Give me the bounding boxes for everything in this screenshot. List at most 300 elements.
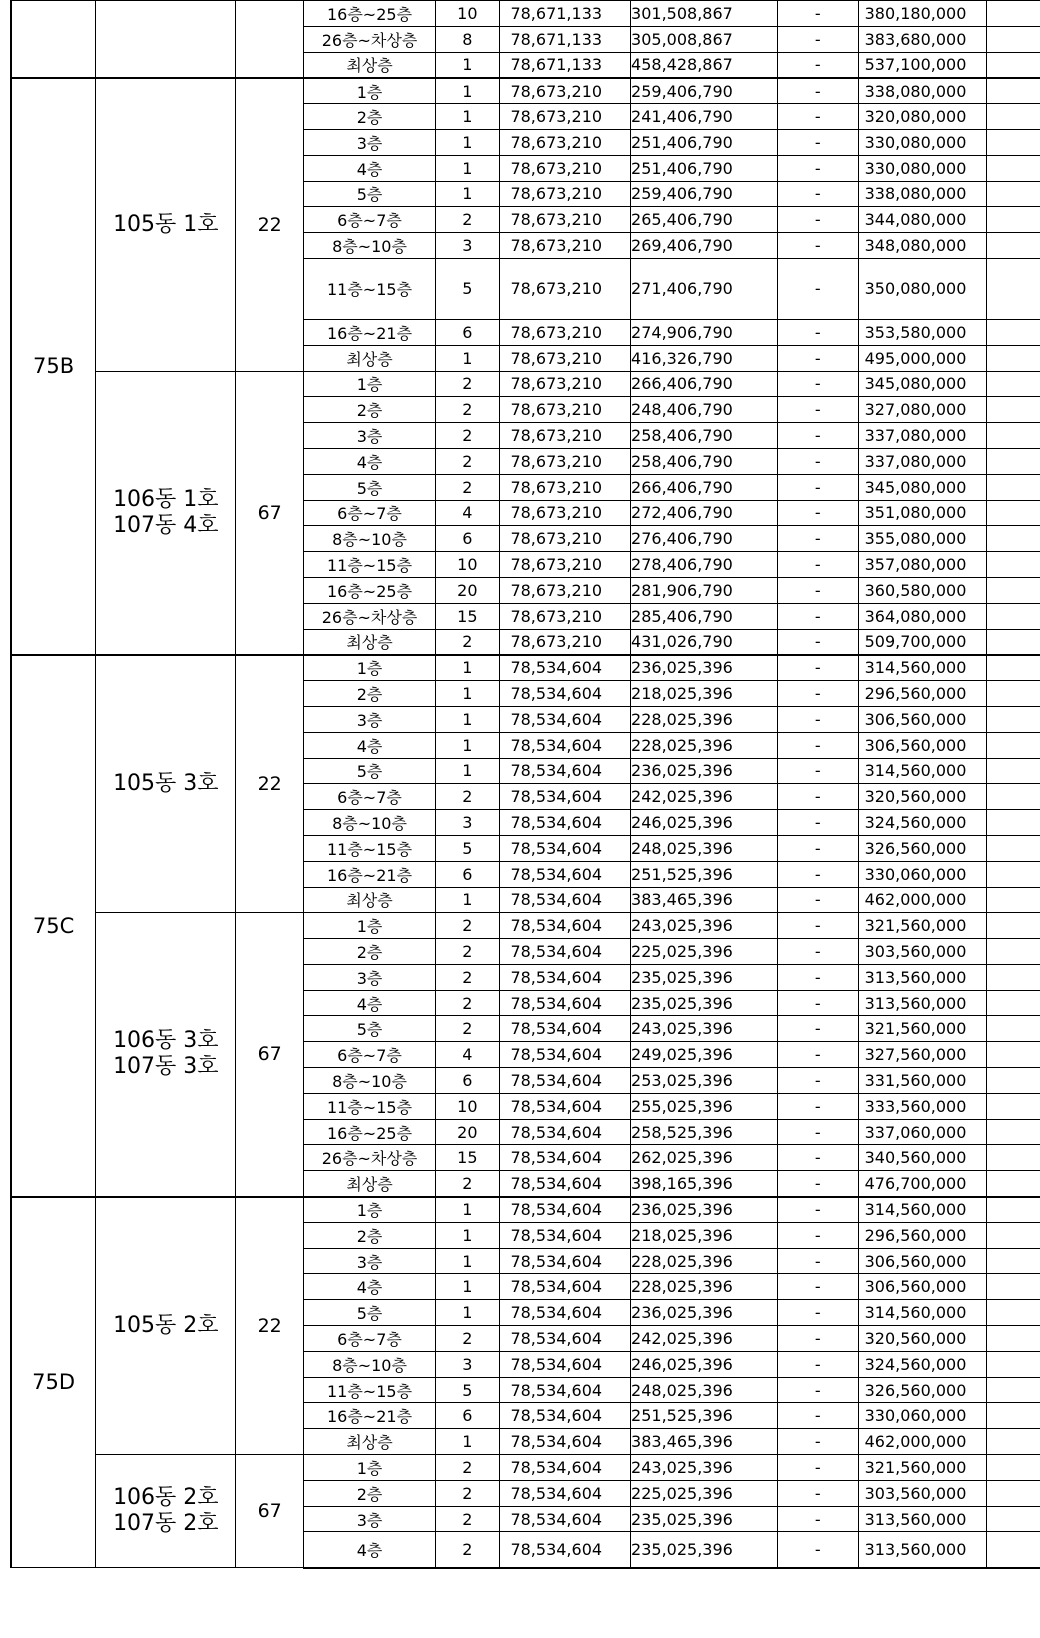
land-price-cell: 78,534,604 bbox=[499, 1429, 630, 1455]
next-column-cell bbox=[987, 1, 1040, 27]
total-price-cell: 330,060,000 bbox=[858, 861, 987, 887]
building-price-cell: 383,465,396 bbox=[631, 1429, 778, 1455]
vat-cell: - bbox=[777, 939, 858, 965]
next-column-cell bbox=[987, 1222, 1040, 1248]
dong-ho-label: 105동 2호 bbox=[113, 1312, 219, 1338]
total-price-cell: 338,080,000 bbox=[858, 78, 987, 104]
dong-cell-continued bbox=[96, 1, 236, 78]
building-price-cell: 269,406,790 bbox=[631, 233, 778, 259]
vat-cell: - bbox=[777, 258, 858, 319]
floor-cell: 11층~15층 bbox=[304, 552, 436, 578]
vat-cell: - bbox=[777, 1171, 858, 1197]
next-column-cell bbox=[987, 397, 1040, 423]
land-price-cell: 78,673,210 bbox=[499, 397, 630, 423]
total-price-cell: 495,000,000 bbox=[858, 345, 987, 371]
vat-cell: - bbox=[777, 964, 858, 990]
floor-cell: 11층~15층 bbox=[304, 258, 436, 319]
vat-cell: - bbox=[777, 26, 858, 52]
next-column-cell bbox=[987, 681, 1040, 707]
next-column-cell bbox=[987, 207, 1040, 233]
total-price-cell: 306,560,000 bbox=[858, 732, 987, 758]
total-price-cell: 314,560,000 bbox=[858, 1197, 987, 1223]
vat-cell: - bbox=[777, 474, 858, 500]
land-price-cell: 78,534,604 bbox=[499, 1506, 630, 1532]
units-cell: 15 bbox=[436, 603, 500, 629]
floor-cell: 16층~21층 bbox=[304, 861, 436, 887]
vat-cell: - bbox=[777, 552, 858, 578]
land-price-cell: 78,534,604 bbox=[499, 1351, 630, 1377]
units-cell: 2 bbox=[436, 371, 500, 397]
units-cell: 3 bbox=[436, 233, 500, 259]
next-column-cell bbox=[987, 1480, 1040, 1506]
total-price-cell: 476,700,000 bbox=[858, 1171, 987, 1197]
building-price-cell: 259,406,790 bbox=[631, 78, 778, 104]
floor-cell: 8층~10층 bbox=[304, 1351, 436, 1377]
floor-cell: 6층~7층 bbox=[304, 784, 436, 810]
next-column-cell bbox=[987, 423, 1040, 449]
vat-cell: - bbox=[777, 1403, 858, 1429]
vat-cell: - bbox=[777, 1326, 858, 1352]
building-price-cell: 278,406,790 bbox=[631, 552, 778, 578]
vat-cell: - bbox=[777, 835, 858, 861]
units-cell: 1 bbox=[436, 1429, 500, 1455]
units-cell: 2 bbox=[436, 629, 500, 655]
vat-cell: - bbox=[777, 448, 858, 474]
building-price-cell: 251,406,790 bbox=[631, 129, 778, 155]
vat-cell: - bbox=[777, 1016, 858, 1042]
units-cell: 2 bbox=[436, 990, 500, 1016]
units-cell: 6 bbox=[436, 1403, 500, 1429]
land-price-cell: 78,534,604 bbox=[499, 1480, 630, 1506]
next-column-cell bbox=[987, 1093, 1040, 1119]
units-cell: 1 bbox=[436, 732, 500, 758]
total-price-cell: 320,560,000 bbox=[858, 784, 987, 810]
dong-ho-label: 106동 2호 bbox=[113, 1485, 219, 1511]
households-cell: 67 bbox=[236, 1455, 304, 1568]
floor-cell: 2층 bbox=[304, 104, 436, 130]
total-price-cell: 321,560,000 bbox=[858, 1455, 987, 1481]
dong-ho-cell bbox=[96, 78, 236, 371]
units-cell: 2 bbox=[436, 1506, 500, 1532]
total-price-cell: 360,580,000 bbox=[858, 577, 987, 603]
vat-cell: - bbox=[777, 1248, 858, 1274]
building-price-cell: 248,025,396 bbox=[631, 835, 778, 861]
units-cell: 1 bbox=[436, 129, 500, 155]
next-column-cell bbox=[987, 939, 1040, 965]
total-price-cell: 344,080,000 bbox=[858, 207, 987, 233]
total-price-cell: 357,080,000 bbox=[858, 552, 987, 578]
units-cell: 1 bbox=[436, 181, 500, 207]
table-row bbox=[11, 1455, 1040, 1481]
total-price-cell: 337,080,000 bbox=[858, 423, 987, 449]
units-cell: 2 bbox=[436, 1480, 500, 1506]
building-price-cell: 228,025,396 bbox=[631, 1274, 778, 1300]
building-price-cell: 285,406,790 bbox=[631, 603, 778, 629]
floor-cell: 2층 bbox=[304, 1480, 436, 1506]
floor-cell: 3층 bbox=[304, 964, 436, 990]
vat-cell: - bbox=[777, 577, 858, 603]
floor-cell: 6층~7층 bbox=[304, 1326, 436, 1352]
building-price-cell: 242,025,396 bbox=[631, 784, 778, 810]
land-price-cell: 78,534,604 bbox=[499, 1403, 630, 1429]
next-column-cell bbox=[987, 1351, 1040, 1377]
building-price-cell: 246,025,396 bbox=[631, 810, 778, 836]
next-column-cell bbox=[987, 104, 1040, 130]
floor-cell: 5층 bbox=[304, 758, 436, 784]
table-row bbox=[11, 371, 1040, 397]
total-price-cell: 324,560,000 bbox=[858, 1351, 987, 1377]
total-price-cell: 313,560,000 bbox=[858, 1506, 987, 1532]
building-price-cell: 236,025,396 bbox=[631, 1300, 778, 1326]
building-price-cell: 272,406,790 bbox=[631, 500, 778, 526]
vat-cell: - bbox=[777, 1532, 858, 1568]
land-price-cell: 78,673,210 bbox=[499, 474, 630, 500]
dong-ho-label: 107동 4호 bbox=[113, 512, 219, 538]
units-cell: 6 bbox=[436, 319, 500, 345]
land-price-cell: 78,534,604 bbox=[499, 681, 630, 707]
floor-cell: 26층~차상층 bbox=[304, 1145, 436, 1171]
next-column-cell bbox=[987, 1197, 1040, 1223]
units-cell: 1 bbox=[436, 155, 500, 181]
vat-cell: - bbox=[777, 104, 858, 130]
total-price-cell: 350,080,000 bbox=[858, 258, 987, 319]
building-price-cell: 274,906,790 bbox=[631, 319, 778, 345]
land-price-cell: 78,534,604 bbox=[499, 1300, 630, 1326]
next-column-cell bbox=[987, 655, 1040, 681]
units-cell: 2 bbox=[436, 1455, 500, 1481]
building-price-cell: 416,326,790 bbox=[631, 345, 778, 371]
units-cell: 2 bbox=[436, 207, 500, 233]
building-price-cell: 398,165,396 bbox=[631, 1171, 778, 1197]
floor-cell: 6층~7층 bbox=[304, 207, 436, 233]
land-price-cell: 78,673,210 bbox=[499, 104, 630, 130]
households-cell: 67 bbox=[236, 913, 304, 1197]
floor-cell: 3층 bbox=[304, 1248, 436, 1274]
vat-cell: - bbox=[777, 78, 858, 104]
vat-cell: - bbox=[777, 371, 858, 397]
vat-cell: - bbox=[777, 1197, 858, 1223]
total-price-cell: 321,560,000 bbox=[858, 1016, 987, 1042]
dong-ho-cell bbox=[96, 913, 236, 1197]
total-price-cell: 330,080,000 bbox=[858, 129, 987, 155]
units-cell: 2 bbox=[436, 964, 500, 990]
next-column-cell bbox=[987, 1429, 1040, 1455]
units-cell: 5 bbox=[436, 258, 500, 319]
next-column-cell bbox=[987, 1145, 1040, 1171]
vat-cell: - bbox=[777, 1274, 858, 1300]
land-price-cell: 78,534,604 bbox=[499, 655, 630, 681]
floor-cell: 2층 bbox=[304, 681, 436, 707]
vat-cell: - bbox=[777, 681, 858, 707]
vat-cell: - bbox=[777, 1351, 858, 1377]
total-price-cell: 509,700,000 bbox=[858, 629, 987, 655]
building-price-cell: 251,525,396 bbox=[631, 861, 778, 887]
land-price-cell: 78,534,604 bbox=[499, 835, 630, 861]
units-cell: 2 bbox=[436, 913, 500, 939]
units-cell: 5 bbox=[436, 1377, 500, 1403]
total-price-cell: 383,680,000 bbox=[858, 26, 987, 52]
land-price-cell: 78,673,210 bbox=[499, 526, 630, 552]
floor-cell: 2층 bbox=[304, 397, 436, 423]
vat-cell: - bbox=[777, 1222, 858, 1248]
building-price-cell: 236,025,396 bbox=[631, 758, 778, 784]
households-cell: 22 bbox=[236, 1197, 304, 1455]
units-cell: 2 bbox=[436, 423, 500, 449]
next-column-cell bbox=[987, 706, 1040, 732]
units-cell: 20 bbox=[436, 577, 500, 603]
next-column-cell bbox=[987, 258, 1040, 319]
land-price-cell: 78,534,604 bbox=[499, 939, 630, 965]
next-column-cell bbox=[987, 500, 1040, 526]
building-price-cell: 258,406,790 bbox=[631, 448, 778, 474]
units-cell: 1 bbox=[436, 1274, 500, 1300]
building-price-cell: 236,025,396 bbox=[631, 655, 778, 681]
units-cell: 2 bbox=[436, 1016, 500, 1042]
building-price-cell: 301,508,867 bbox=[631, 1, 778, 27]
total-price-cell: 326,560,000 bbox=[858, 835, 987, 861]
land-price-cell: 78,534,604 bbox=[499, 1532, 630, 1568]
land-price-cell: 78,673,210 bbox=[499, 319, 630, 345]
total-price-cell: 537,100,000 bbox=[858, 52, 987, 78]
land-price-cell: 78,534,604 bbox=[499, 1145, 630, 1171]
land-price-cell: 78,534,604 bbox=[499, 1171, 630, 1197]
floor-cell: 5층 bbox=[304, 181, 436, 207]
building-price-cell: 235,025,396 bbox=[631, 1532, 778, 1568]
total-price-cell: 314,560,000 bbox=[858, 1300, 987, 1326]
next-column-cell bbox=[987, 1506, 1040, 1532]
dong-ho-label: 105동 3호 bbox=[113, 771, 219, 797]
next-column-cell bbox=[987, 233, 1040, 259]
building-price-cell: 218,025,396 bbox=[631, 1222, 778, 1248]
next-column-cell bbox=[987, 526, 1040, 552]
vat-cell: - bbox=[777, 397, 858, 423]
units-cell: 2 bbox=[436, 474, 500, 500]
total-price-cell: 320,560,000 bbox=[858, 1326, 987, 1352]
total-price-cell: 355,080,000 bbox=[858, 526, 987, 552]
next-column-cell bbox=[987, 1300, 1040, 1326]
units-cell: 2 bbox=[436, 1171, 500, 1197]
building-price-cell: 271,406,790 bbox=[631, 258, 778, 319]
land-price-cell: 78,673,210 bbox=[499, 448, 630, 474]
floor-cell: 16층~25층 bbox=[304, 577, 436, 603]
floor-cell: 16층~25층 bbox=[304, 1119, 436, 1145]
units-cell: 6 bbox=[436, 526, 500, 552]
total-price-cell: 333,560,000 bbox=[858, 1093, 987, 1119]
building-price-cell: 265,406,790 bbox=[631, 207, 778, 233]
vat-cell: - bbox=[777, 155, 858, 181]
land-price-cell: 78,534,604 bbox=[499, 1093, 630, 1119]
next-column-cell bbox=[987, 129, 1040, 155]
total-price-cell: 303,560,000 bbox=[858, 1480, 987, 1506]
next-column-cell bbox=[987, 1532, 1040, 1568]
land-price-cell: 78,534,604 bbox=[499, 1016, 630, 1042]
total-price-cell: 337,080,000 bbox=[858, 448, 987, 474]
floor-cell: 4층 bbox=[304, 990, 436, 1016]
floor-cell: 최상층 bbox=[304, 629, 436, 655]
households-cell: 22 bbox=[236, 78, 304, 371]
total-price-cell: 326,560,000 bbox=[858, 1377, 987, 1403]
vat-cell: - bbox=[777, 655, 858, 681]
building-price-cell: 218,025,396 bbox=[631, 681, 778, 707]
floor-cell: 8층~10층 bbox=[304, 526, 436, 552]
floor-cell: 26층~차상층 bbox=[304, 26, 436, 52]
land-price-cell: 78,673,210 bbox=[499, 129, 630, 155]
building-price-cell: 243,025,396 bbox=[631, 1455, 778, 1481]
dong-ho-label: 106동 3호 bbox=[113, 1028, 219, 1054]
next-column-cell bbox=[987, 474, 1040, 500]
total-price-cell: 462,000,000 bbox=[858, 1429, 987, 1455]
land-price-cell: 78,534,604 bbox=[499, 913, 630, 939]
floor-cell: 1층 bbox=[304, 1455, 436, 1481]
building-price-cell: 262,025,396 bbox=[631, 1145, 778, 1171]
floor-cell: 3층 bbox=[304, 706, 436, 732]
vat-cell: - bbox=[777, 1, 858, 27]
land-price-cell: 78,534,604 bbox=[499, 1377, 630, 1403]
total-price-cell: 330,080,000 bbox=[858, 155, 987, 181]
building-price-cell: 258,525,396 bbox=[631, 1119, 778, 1145]
dong-ho-label: 107동 3호 bbox=[113, 1054, 219, 1080]
units-cell: 1 bbox=[436, 345, 500, 371]
land-price-cell: 78,534,604 bbox=[499, 1222, 630, 1248]
units-cell: 1 bbox=[436, 706, 500, 732]
floor-cell: 최상층 bbox=[304, 1171, 436, 1197]
households-cell: 22 bbox=[236, 655, 304, 913]
total-price-cell: 314,560,000 bbox=[858, 655, 987, 681]
total-price-cell: 462,000,000 bbox=[858, 887, 987, 913]
units-cell: 10 bbox=[436, 1093, 500, 1119]
building-price-cell: 251,406,790 bbox=[631, 155, 778, 181]
vat-cell: - bbox=[777, 423, 858, 449]
land-price-cell: 78,673,210 bbox=[499, 603, 630, 629]
units-cell: 1 bbox=[436, 1300, 500, 1326]
building-price-cell: 255,025,396 bbox=[631, 1093, 778, 1119]
floor-cell: 11층~15층 bbox=[304, 1093, 436, 1119]
floor-cell: 26층~차상층 bbox=[304, 603, 436, 629]
units-cell: 6 bbox=[436, 861, 500, 887]
building-price-cell: 458,428,867 bbox=[631, 52, 778, 78]
floor-cell: 4층 bbox=[304, 448, 436, 474]
unit-type-cell: 75D bbox=[11, 1197, 96, 1568]
vat-cell: - bbox=[777, 233, 858, 259]
vat-cell: - bbox=[777, 1119, 858, 1145]
next-column-cell bbox=[987, 78, 1040, 104]
vat-cell: - bbox=[777, 784, 858, 810]
units-cell: 2 bbox=[436, 1326, 500, 1352]
total-price-cell: 380,180,000 bbox=[858, 1, 987, 27]
next-column-cell bbox=[987, 1326, 1040, 1352]
land-price-cell: 78,534,604 bbox=[499, 964, 630, 990]
total-price-cell: 345,080,000 bbox=[858, 371, 987, 397]
next-column-cell bbox=[987, 861, 1040, 887]
next-column-cell bbox=[987, 371, 1040, 397]
floor-cell: 3층 bbox=[304, 423, 436, 449]
total-price-cell: 324,560,000 bbox=[858, 810, 987, 836]
next-column-cell bbox=[987, 26, 1040, 52]
next-column-cell bbox=[987, 1274, 1040, 1300]
units-cell: 1 bbox=[436, 681, 500, 707]
total-price-cell: 296,560,000 bbox=[858, 1222, 987, 1248]
table-row bbox=[11, 913, 1040, 939]
type-cell-continued bbox=[11, 1, 96, 78]
next-column-cell bbox=[987, 577, 1040, 603]
land-price-cell: 78,534,604 bbox=[499, 887, 630, 913]
units-cell: 2 bbox=[436, 397, 500, 423]
total-price-cell: 353,580,000 bbox=[858, 319, 987, 345]
building-price-cell: 431,026,790 bbox=[631, 629, 778, 655]
building-price-cell: 251,525,396 bbox=[631, 1403, 778, 1429]
next-column-cell bbox=[987, 810, 1040, 836]
floor-cell: 최상층 bbox=[304, 887, 436, 913]
total-price-cell: 364,080,000 bbox=[858, 603, 987, 629]
land-price-cell: 78,534,604 bbox=[499, 1042, 630, 1068]
units-cell: 15 bbox=[436, 1145, 500, 1171]
units-cell: 2 bbox=[436, 1532, 500, 1568]
total-price-cell: 340,560,000 bbox=[858, 1145, 987, 1171]
units-cell: 1 bbox=[436, 758, 500, 784]
building-price-cell: 225,025,396 bbox=[631, 939, 778, 965]
vat-cell: - bbox=[777, 861, 858, 887]
units-cell: 1 bbox=[436, 1197, 500, 1223]
land-price-cell: 78,673,210 bbox=[499, 345, 630, 371]
floor-cell: 8층~10층 bbox=[304, 810, 436, 836]
floor-cell: 3층 bbox=[304, 129, 436, 155]
land-price-cell: 78,673,210 bbox=[499, 577, 630, 603]
vat-cell: - bbox=[777, 319, 858, 345]
building-price-cell: 253,025,396 bbox=[631, 1068, 778, 1094]
floor-cell: 1층 bbox=[304, 78, 436, 104]
total-price-cell: 296,560,000 bbox=[858, 681, 987, 707]
total-price-cell: 313,560,000 bbox=[858, 990, 987, 1016]
total-price-cell: 306,560,000 bbox=[858, 1274, 987, 1300]
dong-ho-label: 106동 1호 bbox=[113, 486, 219, 512]
floor-cell: 최상층 bbox=[304, 52, 436, 78]
building-price-cell: 225,025,396 bbox=[631, 1480, 778, 1506]
floor-cell: 11층~15층 bbox=[304, 1377, 436, 1403]
next-column-cell bbox=[987, 1042, 1040, 1068]
total-price-cell: 306,560,000 bbox=[858, 1248, 987, 1274]
land-price-cell: 78,534,604 bbox=[499, 1455, 630, 1481]
total-price-cell: 337,060,000 bbox=[858, 1119, 987, 1145]
units-cell: 20 bbox=[436, 1119, 500, 1145]
vat-cell: - bbox=[777, 629, 858, 655]
next-column-cell bbox=[987, 887, 1040, 913]
unit-type-cell: 75B bbox=[11, 78, 96, 655]
vat-cell: - bbox=[777, 129, 858, 155]
next-column-cell bbox=[987, 552, 1040, 578]
units-cell: 6 bbox=[436, 1068, 500, 1094]
units-cell: 2 bbox=[436, 939, 500, 965]
vat-cell: - bbox=[777, 1145, 858, 1171]
land-price-cell: 78,671,133 bbox=[499, 52, 630, 78]
vat-cell: - bbox=[777, 500, 858, 526]
dong-ho-label: 107동 2호 bbox=[113, 1511, 219, 1537]
households-cell-continued bbox=[236, 1, 304, 78]
next-column-cell bbox=[987, 758, 1040, 784]
floor-cell: 1층 bbox=[304, 913, 436, 939]
vat-cell: - bbox=[777, 758, 858, 784]
vat-cell: - bbox=[777, 1093, 858, 1119]
vat-cell: - bbox=[777, 887, 858, 913]
vat-cell: - bbox=[777, 526, 858, 552]
building-price-cell: 235,025,396 bbox=[631, 1506, 778, 1532]
next-column-cell bbox=[987, 52, 1040, 78]
vat-cell: - bbox=[777, 52, 858, 78]
land-price-cell: 78,673,210 bbox=[499, 258, 630, 319]
land-price-cell: 78,534,604 bbox=[499, 1326, 630, 1352]
total-price-cell: 321,560,000 bbox=[858, 913, 987, 939]
next-column-cell bbox=[987, 1248, 1040, 1274]
next-column-cell bbox=[987, 155, 1040, 181]
